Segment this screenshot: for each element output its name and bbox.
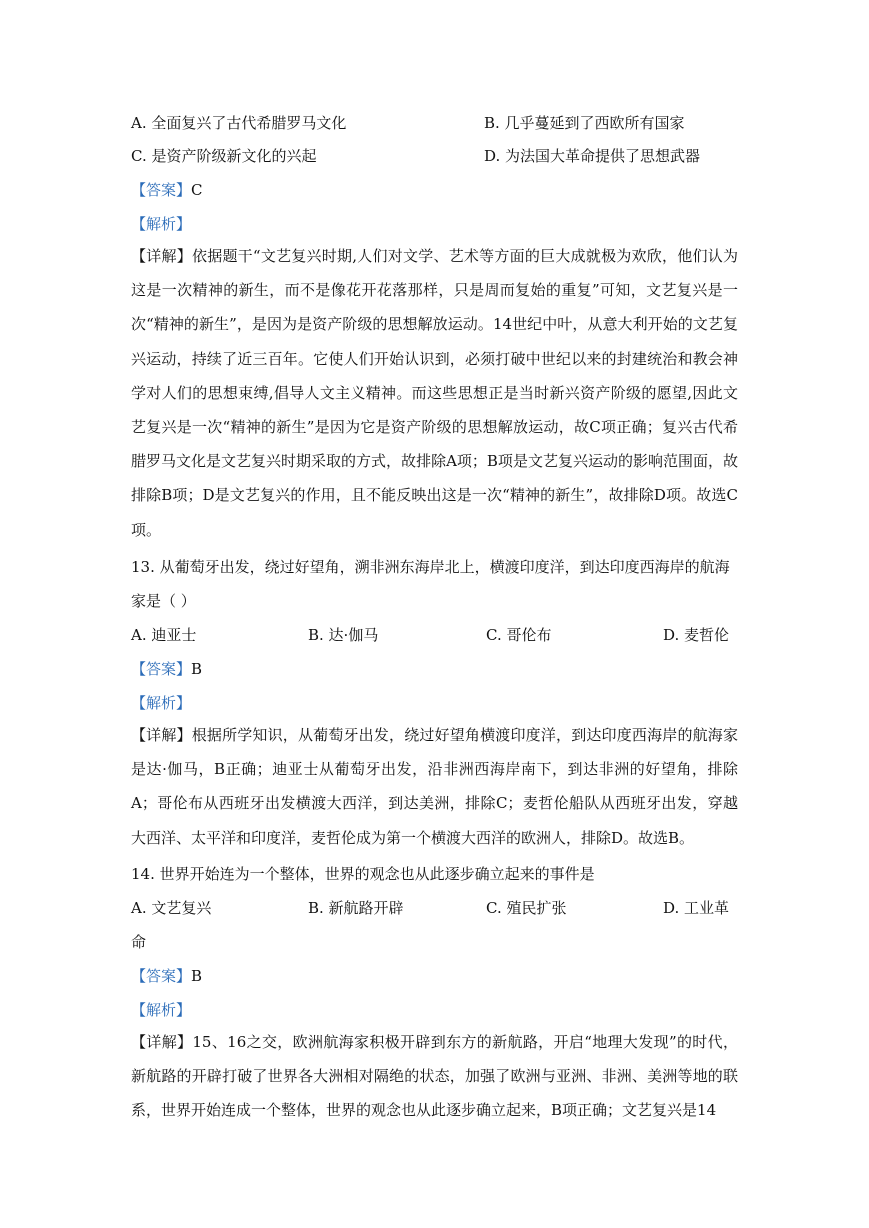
q12-option-d: D. 为法国大革命提供了思想武器	[484, 147, 701, 165]
q14-stem: 14. 世界开始连为一个整体，世界的观念也从此逐步确立起来的事件是	[131, 865, 595, 883]
q13-answer	[131, 659, 202, 679]
q14-option-d-wrap: 命	[131, 933, 147, 951]
q13-option-c: C. 哥伦布	[486, 626, 552, 644]
q13-analysis-tag	[131, 693, 191, 713]
answer-value: B	[191, 967, 203, 985]
q12-analysis-tag	[131, 214, 191, 234]
detail-text: 根据所学知识，从葡萄牙出发，绕过好望角横渡印度洋，到达印度西海岸的航海家是达·伽马，B正确；迪亚士从葡萄牙出发，沿非洲西海岸南下，到达非洲的好望角，排除A；哥伦布从西班牙出发横渡大西洋，到达美洲，排除C；麦哲伦船队从西班牙出发，穿越大西洋、太平洋和印度洋，麦哲伦成为第一个横渡大西洋的欧洲人，排除D。故选B。	[131, 726, 738, 847]
detail-tag: 【详解】	[131, 1033, 193, 1051]
q14-analysis-tag	[131, 1000, 191, 1020]
answer-value: B	[191, 660, 203, 678]
q12-option-b: B. 几乎蔓延到了西欧所有国家	[484, 114, 685, 132]
q14-option-c: C. 殖民扩张	[486, 899, 567, 917]
answer-tag: 【答案】	[131, 181, 192, 199]
q12-option-c: C. 是资产阶级新文化的兴起	[131, 147, 317, 165]
analysis-tag: 【解析】	[131, 215, 192, 233]
q14-option-a: A. 文艺复兴	[131, 899, 212, 917]
analysis-tag: 【解析】	[131, 694, 192, 712]
answer-tag: 【答案】	[131, 967, 192, 985]
q13-option-b: B. 达·伽马	[308, 626, 379, 644]
q14-answer	[131, 966, 202, 986]
q13-stem-line1: 13. 从葡萄牙出发，绕过好望角，溯非洲东海岸北上，横渡印度洋，到达印度西海岸的航海	[131, 558, 730, 576]
answer-value: C	[191, 181, 203, 199]
q14-option-d: D. 工业革	[663, 899, 730, 917]
q13-stem-line2: 家是（ ）	[131, 592, 196, 610]
q12-detail	[131, 239, 738, 547]
q13-option-a: A. 迪亚士	[131, 626, 197, 644]
detail-tag: 【详解】	[131, 247, 192, 265]
q12-answer	[131, 180, 203, 200]
q12-option-a: A. 全面复兴了古代希腊罗马文化	[131, 114, 347, 132]
analysis-tag: 【解析】	[131, 1001, 192, 1019]
q14-detail	[131, 1025, 738, 1128]
detail-text: 依据题干“文艺复兴时期,人们对文学、艺术等方面的巨大成就极为欢欣，他们认为这是一次精神的新生，而不是像花开花落那样，只是周而复始的重复”可知，文艺复兴是一次“精神的新生”，是因为是资产阶级的思想解放运动。14世纪中叶，从意大利开始的文艺复兴运动，持续了近三百年。它使人们开始认识到，必须打破中世纪以来的封建统治和教会神学对人们的思想束缚,倡导人文主义精神。而这些思想正是当时新兴资产阶级的愿望,因此文艺复兴是一次“精神的新生”是因为它是资产阶级的思想解放运动，故C项正确；复兴古代希腊罗马文化是文艺复兴时期采取的方式，故排除A项；B项是文艺复兴运动的影响范围面，故排除B项；D是文艺复兴的作用，且不能反映出这是一次“精神的新生”，故排除D项。故选C项。	[131, 247, 738, 539]
q13-option-d: D. 麦哲伦	[663, 626, 730, 644]
answer-tag: 【答案】	[131, 660, 192, 678]
q14-option-b: B. 新航路开辟	[308, 899, 404, 917]
q13-detail	[131, 718, 738, 855]
detail-text: 15、16之交，欧洲航海家积极开辟到东方的新航路，开启“地理大发现”的时代，新航路的开辟打破了世界各大洲相对隔绝的状态，加强了欧洲与亚洲、非洲、美洲等地的联系，世界开始连成一个整体，世界的观念也从此逐步确立起来，B项正确；文艺复兴是14	[131, 1033, 738, 1120]
detail-tag: 【详解】	[131, 726, 192, 744]
